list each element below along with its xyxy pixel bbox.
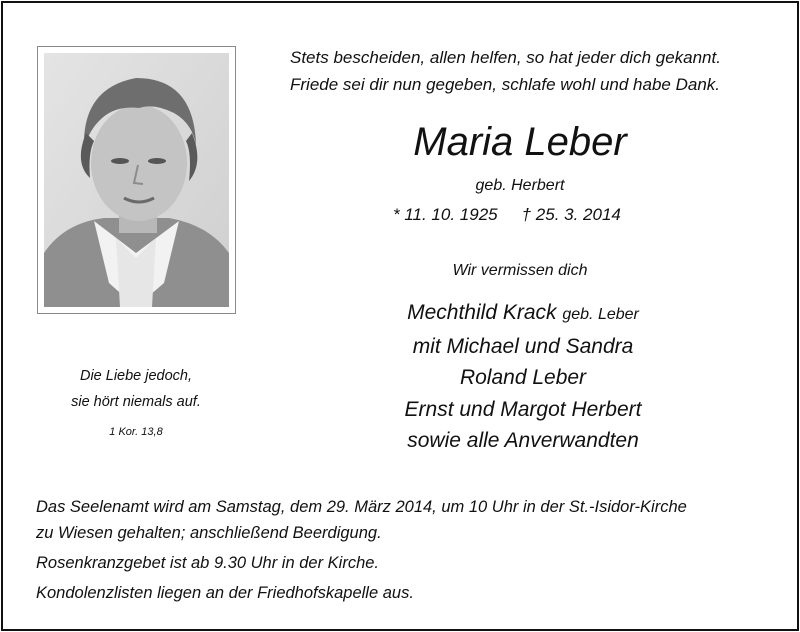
mourners-list <box>300 297 746 457</box>
mourner-name: Mechthild Krack <box>407 301 557 324</box>
quote-line: Die Liebe jedoch, <box>79 368 193 384</box>
death-date: † 25. 3. 2014 <box>521 205 621 224</box>
mourner-line: sowie alle Anverwandten <box>407 429 639 452</box>
deceased-name: Maria Leber <box>413 120 627 164</box>
mourner-line: Roland Leber <box>459 366 587 389</box>
notice-line: Kondolenzlisten liegen an der Friedhofskapelle aus. <box>36 584 414 602</box>
portrait-frame <box>37 46 236 314</box>
mourner-birth-name: geb. Leber <box>562 306 639 323</box>
verse-line: Stets bescheiden, allen helfen, so hat jeder dich gekannt. <box>290 48 721 67</box>
mourner-line <box>300 297 746 331</box>
mourner-line: mit Michael und Sandra <box>412 334 634 358</box>
bible-quote <box>40 363 232 415</box>
quote-line: sie hört niemals auf. <box>71 394 201 410</box>
funeral-notice <box>36 494 687 606</box>
portrait-photo <box>44 53 229 307</box>
life-dates <box>393 205 621 225</box>
quote-reference: 1 Kor. 13,8 <box>109 426 163 438</box>
verse-line: Friede sei dir nun gegeben, schlafe wohl und habe Dank. <box>290 75 721 94</box>
birth-name: geb. Herbert <box>475 177 565 194</box>
notice-line: Rosenkranzgebet ist ab 9.30 Uhr in der Kirche. <box>36 554 380 572</box>
mourner-line: Ernst und Margot Herbert <box>404 397 642 421</box>
mourners-intro: Wir vermissen dich <box>452 262 588 279</box>
notice-line: zu Wiesen gehalten; anschließend Beerdigung. <box>36 524 382 542</box>
verse <box>290 44 721 98</box>
birth-date: * 11. 10. 1925 <box>393 205 498 224</box>
notice-line: Das Seelenamt wird am Samstag, dem 29. März 2014, um 10 Uhr in der St.-Isidor-Kirche <box>36 498 687 516</box>
